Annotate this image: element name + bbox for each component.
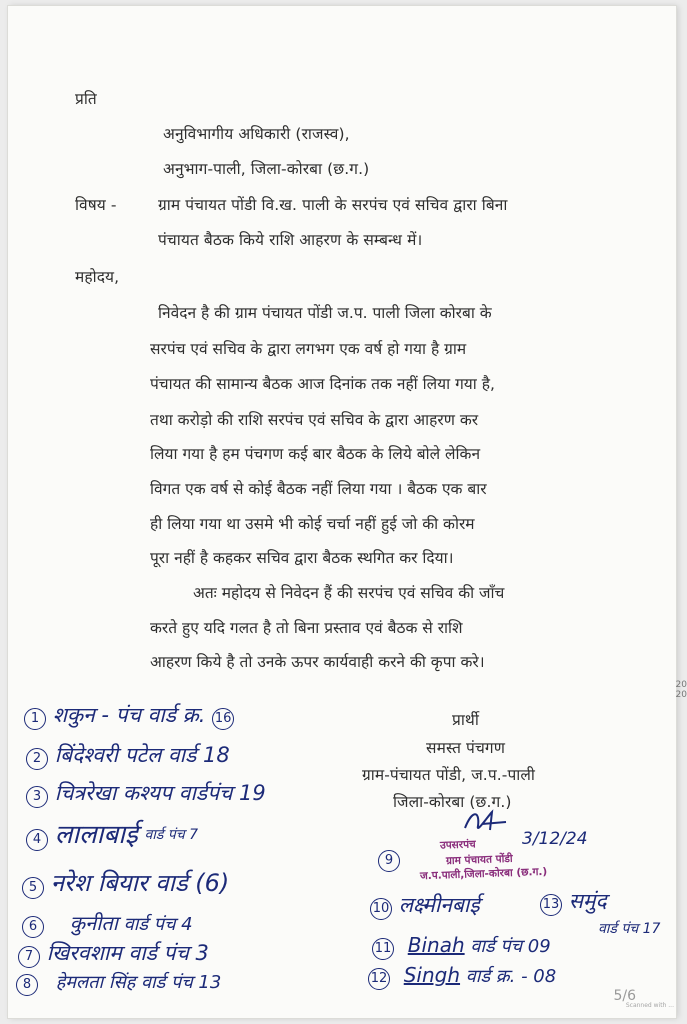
subject-line-2: पंचायत बैठक किये राशि आहरण के सम्बन्ध में। bbox=[158, 231, 423, 249]
body-line: तथा करोड़ो की राशि सरपंच एवं सचिव के द्वारा आहरण कर bbox=[150, 411, 479, 429]
signature-entry bbox=[372, 934, 551, 960]
sender-title: प्रार्थी bbox=[452, 711, 479, 729]
edge-page-fragment: 20 20 bbox=[675, 680, 687, 700]
signature-entry bbox=[18, 942, 209, 968]
entry-number: 1 bbox=[24, 708, 46, 730]
body-line: अतः महोदय से निवेदन हैं की सरपंच एवं सचिव की जाँच bbox=[193, 584, 505, 602]
stamp-line-2: ग्राम पंचायत पोंडी bbox=[445, 852, 513, 868]
signature-text: बिंदेश्वरी पटेल वार्ड 18 bbox=[54, 743, 230, 767]
body-line: विगत एक वर्ष से कोई बैठक नहीं लिया गया । बैठक एक बार bbox=[150, 480, 487, 498]
body-line: आहरण किये है तो उनके ऊपर कार्यवाही करने की कृपा करे। bbox=[150, 653, 485, 671]
signature-text: समुंद bbox=[568, 889, 607, 913]
signature-entry bbox=[22, 912, 193, 938]
signature-text: खिरवशाम वार्ड पंच 3 bbox=[46, 941, 209, 965]
signature-text: Singh bbox=[403, 963, 461, 987]
signature-text: शकुन - पंच वार्ड क्र. bbox=[52, 703, 206, 727]
signature-entry bbox=[26, 744, 230, 770]
stamp-signature-scribble bbox=[462, 806, 508, 836]
letter-page bbox=[8, 6, 676, 1018]
signature-entry bbox=[368, 964, 556, 990]
addressee-line-1: अनुविभागीय अधिकारी (राजस्व), bbox=[163, 125, 350, 143]
ward-label: वार्ड पंच 17 bbox=[598, 921, 661, 937]
entry-number: 5 bbox=[22, 877, 44, 899]
entry-number: 9 bbox=[378, 850, 400, 872]
entry-number: 13 bbox=[540, 894, 562, 916]
body-line: लिया गया है हम पंचगण कई बार बैठक के लिये बोले लेकिन bbox=[150, 445, 481, 463]
signature-entry bbox=[16, 972, 221, 996]
ward-label: वार्ड पंच 4 bbox=[123, 914, 193, 935]
entry-number: 7 bbox=[18, 946, 40, 968]
subject-label: विषय - bbox=[75, 196, 117, 214]
body-line: करते हुए यदि गलत है तो बिना प्रस्ताव एवं बैठक से राशि bbox=[150, 619, 463, 637]
stamp-line-1: उपसरपंच bbox=[439, 838, 476, 852]
entry-number: 11 bbox=[372, 938, 394, 960]
signature-text: लक्ष्मीनबाई bbox=[398, 893, 480, 917]
stamp-date: 3/12/24 bbox=[522, 829, 588, 849]
ward-label: वार्ड क्र. - 08 bbox=[465, 966, 557, 987]
signature-text: हेमलता सिंह वार्ड पंच 13 bbox=[55, 972, 222, 993]
ward-label: वार्ड पंच 7 bbox=[144, 827, 199, 843]
signature-entry bbox=[540, 890, 607, 916]
signature-text: लालाबाई bbox=[54, 820, 138, 850]
sender-line-1: समस्त पंचगण bbox=[426, 739, 506, 757]
entry-number: 6 bbox=[22, 916, 44, 938]
sender-line-2: ग्राम-पंचायत पोंडी, ज.प.-पाली bbox=[362, 766, 536, 784]
body-line: सरपंच एवं सचिव के द्वारा लगभग एक वर्ष हो गया है ग्राम bbox=[150, 340, 467, 358]
signature-entry bbox=[378, 848, 400, 872]
stamp-line-3: ज.प.पाली,जिला-कोरबा (छ.ग.) bbox=[419, 865, 548, 883]
scanner-watermark: Scanned with ... bbox=[625, 1002, 674, 1009]
signature-entry bbox=[370, 894, 480, 920]
entry-number: 4 bbox=[26, 829, 48, 851]
ward-number: 16 bbox=[212, 708, 234, 730]
entry-number: 12 bbox=[368, 968, 390, 990]
signature-entry bbox=[26, 782, 266, 808]
signature-text: कुनीता bbox=[69, 911, 118, 935]
sender-line-3: जिला-कोरबा (छ.ग.) bbox=[393, 793, 512, 811]
ward-label: वार्ड पंच 09 bbox=[470, 936, 551, 957]
signature-text: नरेश बियार वार्ड (6) bbox=[50, 869, 230, 897]
salutation: महोदय, bbox=[75, 268, 120, 286]
signature-text: चित्ररेखा कश्यप वार्डपंच 19 bbox=[54, 781, 266, 805]
subject-line-1: ग्राम पंचायत पोंडी वि.ख. पाली के सरपंच एवं सचिव द्वारा बिना bbox=[158, 196, 508, 214]
signature-entry bbox=[26, 820, 199, 851]
entry-number: 3 bbox=[26, 786, 48, 808]
body-line: पंचायत की सामान्य बैठक आज दिनांक तक नहीं लिया गया है, bbox=[150, 375, 495, 393]
signature-entry bbox=[24, 704, 234, 730]
signature-entry bbox=[22, 869, 230, 899]
body-line: निवेदन है की ग्राम पंचायत पोंडी ज.प. पाली जिला कोरबा के bbox=[158, 304, 492, 322]
entry-number: 10 bbox=[370, 898, 392, 920]
prati-label: प्रति bbox=[75, 90, 97, 108]
entry-number: 2 bbox=[26, 748, 48, 770]
entry-number: 8 bbox=[16, 974, 38, 996]
body-line: ही लिया गया था उसमे भी कोई चर्चा नहीं हुई जो की कोरम bbox=[150, 515, 475, 533]
body-line: पूरा नहीं है कहकर सचिव द्वारा बैठक स्थगित कर दिया। bbox=[150, 549, 454, 567]
addressee-line-2: अनुभाग-पाली, जिला-कोरबा (छ.ग.) bbox=[163, 160, 370, 178]
page-indicator: 5/6 bbox=[613, 988, 636, 1004]
signature-text: Binah bbox=[407, 933, 465, 957]
